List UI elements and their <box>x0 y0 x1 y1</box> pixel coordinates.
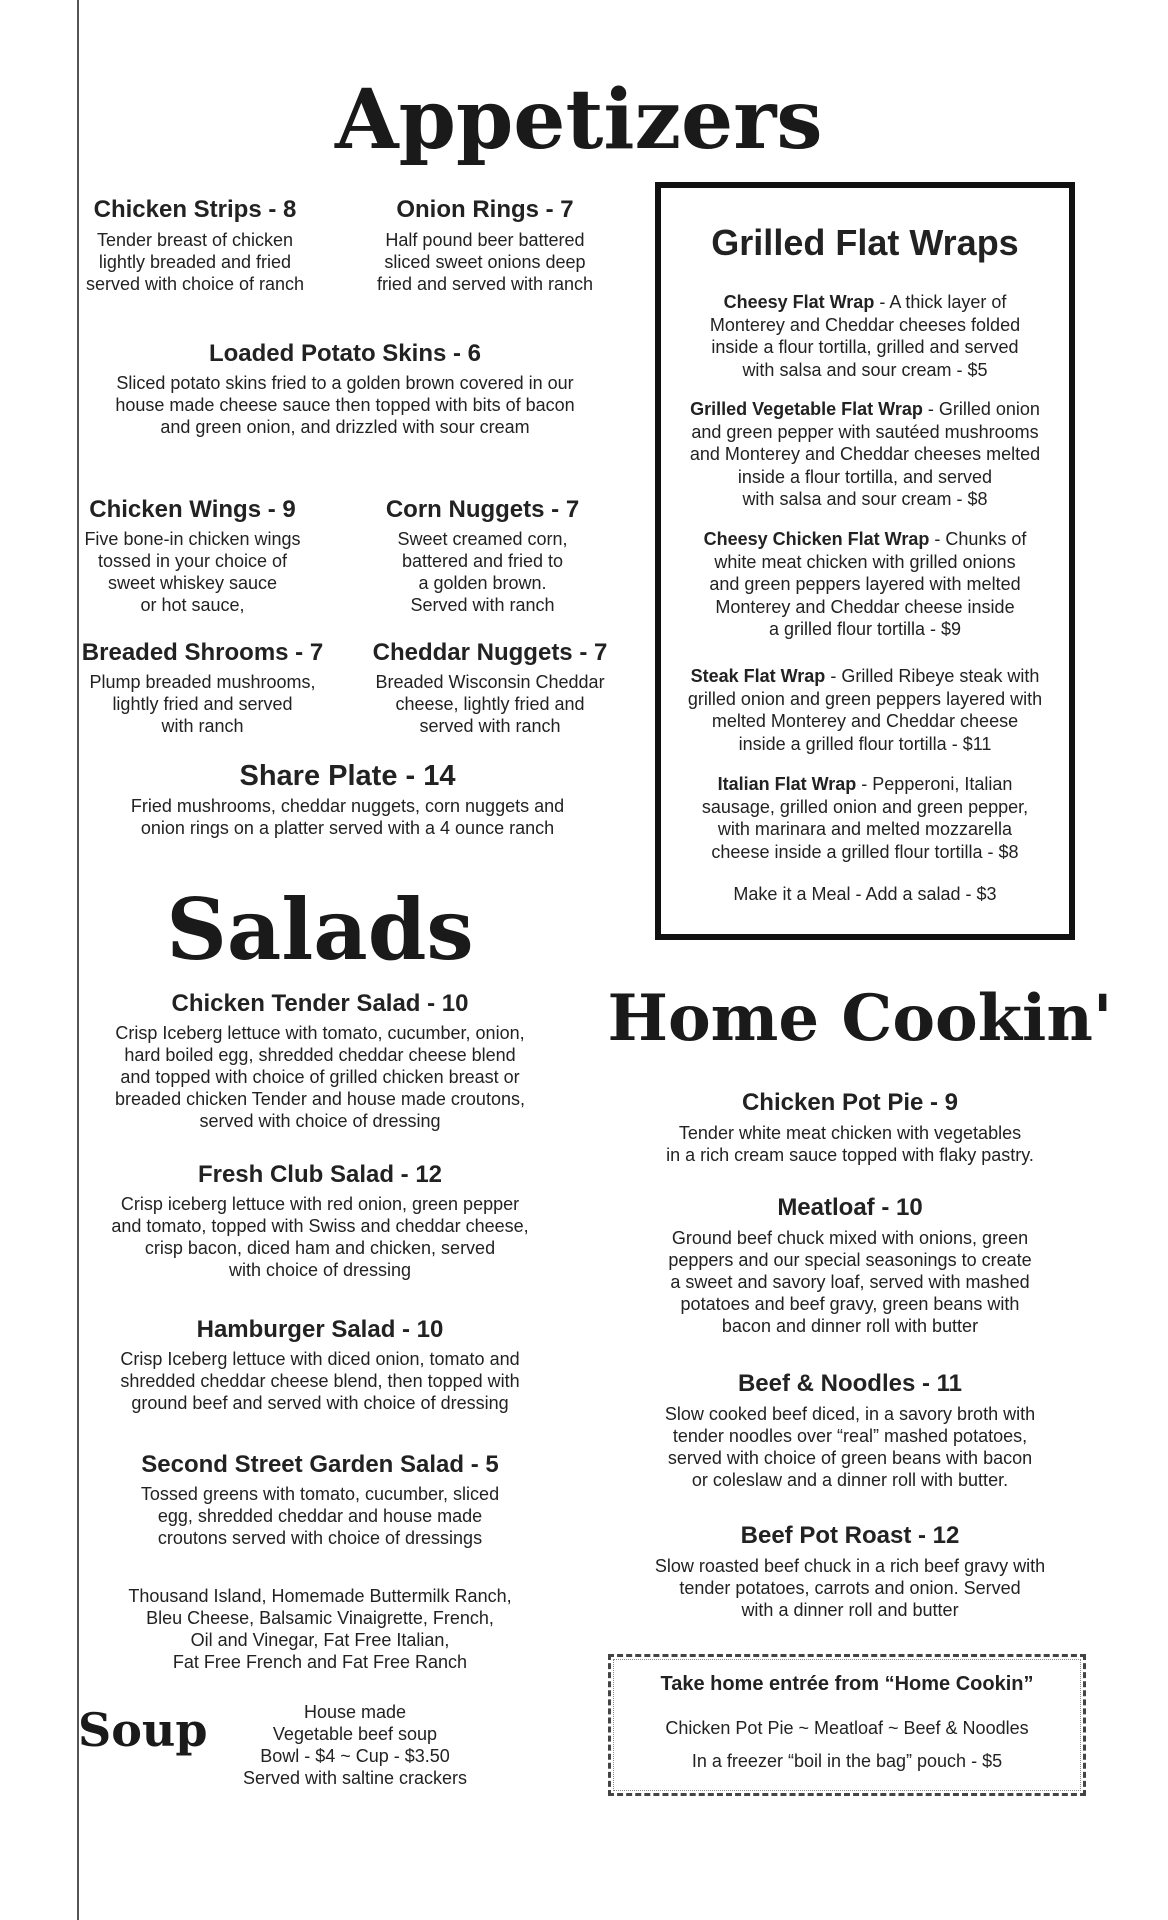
item-desc: Plump breaded mushrooms, lightly fried and served with ranch <box>89 672 316 736</box>
item-desc: Sliced potato skins fried to a golden brown covered in our house made cheese sauce then topped with bits of bacon and green onion, and drizzled with sour cream <box>115 373 575 437</box>
item-desc: Crisp iceberg lettuce with red onion, green pepper and tomato, topped with Swiss and cheddar cheese, crisp bacon, diced ham and chicken, served with choice of dressing <box>111 1194 529 1280</box>
item-name: Onion Rings - 7 <box>396 196 574 223</box>
item-share-plate <box>80 760 615 839</box>
item-desc: Half pound beer battered sliced sweet onions deep fried and served with ranch <box>376 230 594 294</box>
wrap-italian: Italian Flat Wrap - Pepperoni, Italian sausage, grilled onion and green pepper, with marinara and melted mozzarella cheese inside a grilled flour tortilla - $8 <box>701 774 1029 862</box>
item-desc: Ground beef chuck mixed with onions, green peppers and our special seasonings to create a sweet and savory loaf, served with mashed potatoes and beef gravy, green beans with bacon and dinner roll with butter <box>668 1228 1032 1336</box>
item-desc: Crisp Iceberg lettuce with diced onion, tomato and shredded cheddar cheese blend, then topped with ground beef and served with choice of dressing <box>120 1349 520 1413</box>
item-desc: Tender breast of chicken lightly breaded and fried served with choice of ranch <box>85 230 305 294</box>
item-name: Chicken Pot Pie - 9 <box>741 1089 959 1116</box>
item-name: Beef Pot Roast - 12 <box>740 1522 960 1549</box>
wraps-title: Grilled Flat Wraps <box>711 222 1019 263</box>
entree-beef-noodles <box>615 1370 1085 1491</box>
soup-description: House made Vegetable beef soup Bowl - $4 ~ Cup - $3.50 Served with saltine crackers <box>242 1702 468 1788</box>
item-name: Hamburger Salad - 10 <box>196 1316 444 1343</box>
item-desc: Crisp Iceberg lettuce with tomato, cucumber, onion, hard boiled egg, shredded cheddar cheese blend and topped with choice of grilled chicken breast or breaded chicken Tender and house made croutons, served with choice of dressing <box>115 1023 525 1131</box>
item-name: Share Plate - 14 <box>239 760 456 792</box>
item-name: Breaded Shrooms - 7 <box>81 639 324 666</box>
item-desc: Slow roasted beef chuck in a rich beef gravy with tender potatoes, carrots and onion. Served with a dinner roll and butter <box>654 1556 1046 1620</box>
item-desc: Fried mushrooms, cheddar nuggets, corn nuggets and onion rings on a platter served with a 4 ounce ranch <box>130 796 565 838</box>
home-cookin-title: Home Cookin' <box>607 981 1113 1056</box>
entree-chicken-pot-pie <box>615 1089 1085 1166</box>
item-breaded-shrooms <box>70 639 335 737</box>
item-desc: Slow cooked beef diced, in a savory broth with tender noodles over “real” mashed potatoes, served with choice of green beans with bacon or coleslaw and a dinner roll with butter. <box>664 1404 1036 1490</box>
item-desc: Sweet creamed corn, battered and fried to a golden brown. Served with ranch <box>397 529 568 615</box>
item-name: Chicken Wings - 9 <box>89 496 296 523</box>
wraps-make-it-a-meal: Make it a Meal - Add a salad - $3 <box>733 884 997 904</box>
item-chicken-strips <box>70 196 320 295</box>
item-corn-nuggets <box>360 496 605 616</box>
item-name: Chicken Strips - 8 <box>93 196 297 223</box>
salad-second-street-garden <box>75 1451 565 1549</box>
take-home-items: Chicken Pot Pie ~ Meatloaf ~ Beef & Noodles <box>665 1718 1029 1738</box>
item-desc: Five bone-in chicken wings tossed in your choice of sweet whiskey sauce or hot sauce, <box>84 529 301 615</box>
item-onion-rings <box>350 196 620 295</box>
item-name: Beef & Noodles - 11 <box>737 1370 963 1397</box>
item-name: Meatloaf - 10 <box>777 1194 923 1221</box>
salad-dressings-list: Thousand Island, Homemade Buttermilk Ranch, Bleu Cheese, Balsamic Vinaigrette, French, Oil and Vinegar, Fat Free Italian, Fat Free French and Fat Free Ranch <box>128 1586 512 1672</box>
salad-fresh-club <box>75 1161 565 1281</box>
soup-title: Soup <box>78 1703 208 1757</box>
salads-title: Salads <box>166 880 474 979</box>
item-name: Corn Nuggets - 7 <box>385 496 580 523</box>
item-desc: Tossed greens with tomato, cucumber, sliced egg, shredded cheddar and house made croutons served with choice of dressings <box>140 1484 500 1548</box>
item-name: Chicken Tender Salad - 10 <box>171 990 469 1017</box>
take-home-box <box>608 1654 1086 1796</box>
item-desc: Tender white meat chicken with vegetables in a rich cream sauce topped with flaky pastry. <box>666 1123 1034 1165</box>
item-cheddar-nuggets <box>355 639 625 737</box>
item-name: Second Street Garden Salad - 5 <box>141 1451 499 1478</box>
grilled-flat-wraps-box <box>655 182 1075 940</box>
item-name: Cheddar Nuggets - 7 <box>372 639 608 666</box>
take-home-title: Take home entrée from “Home Cookin” <box>660 1673 1034 1695</box>
appetizers-title: Appetizers <box>335 72 823 168</box>
wrap-cheesy-flat-wrap: Cheesy Flat Wrap - A thick layer of Monterey and Cheddar cheeses folded inside a flour tortilla, grilled and served with salsa and sour cream - $5 <box>709 292 1021 380</box>
salad-chicken-tender <box>75 990 565 1132</box>
take-home-pouch: In a freezer “boil in the bag” pouch - $5 <box>691 1751 1003 1771</box>
wrap-grilled-vegetable: Grilled Vegetable Flat Wrap - Grilled onion and green pepper with sautéed mushrooms and Monterey and Cheddar cheeses melted inside a flour tortilla, and served with salsa and sour cream - $8 <box>689 399 1041 509</box>
item-name: Fresh Club Salad - 12 <box>197 1161 443 1188</box>
salad-hamburger <box>75 1316 565 1414</box>
item-name: Loaded Potato Skins - 6 <box>208 340 482 367</box>
entree-beef-pot-roast <box>615 1522 1085 1621</box>
item-desc: Breaded Wisconsin Cheddar cheese, lightly fried and served with ranch <box>375 672 605 736</box>
item-chicken-wings <box>70 496 315 616</box>
wrap-steak: Steak Flat Wrap - Grilled Ribeye steak with grilled onion and green peppers layered with melted Monterey and Cheddar cheese inside a grilled flour tortilla - $11 <box>687 666 1043 754</box>
item-loaded-potato-skins <box>75 340 615 438</box>
wrap-cheesy-chicken: Cheesy Chicken Flat Wrap - Chunks of white meat chicken with grilled onions and green peppers layered with melted Monterey and Cheddar cheese inside a grilled flour tortilla - $9 <box>703 529 1027 639</box>
entree-meatloaf <box>615 1194 1085 1337</box>
